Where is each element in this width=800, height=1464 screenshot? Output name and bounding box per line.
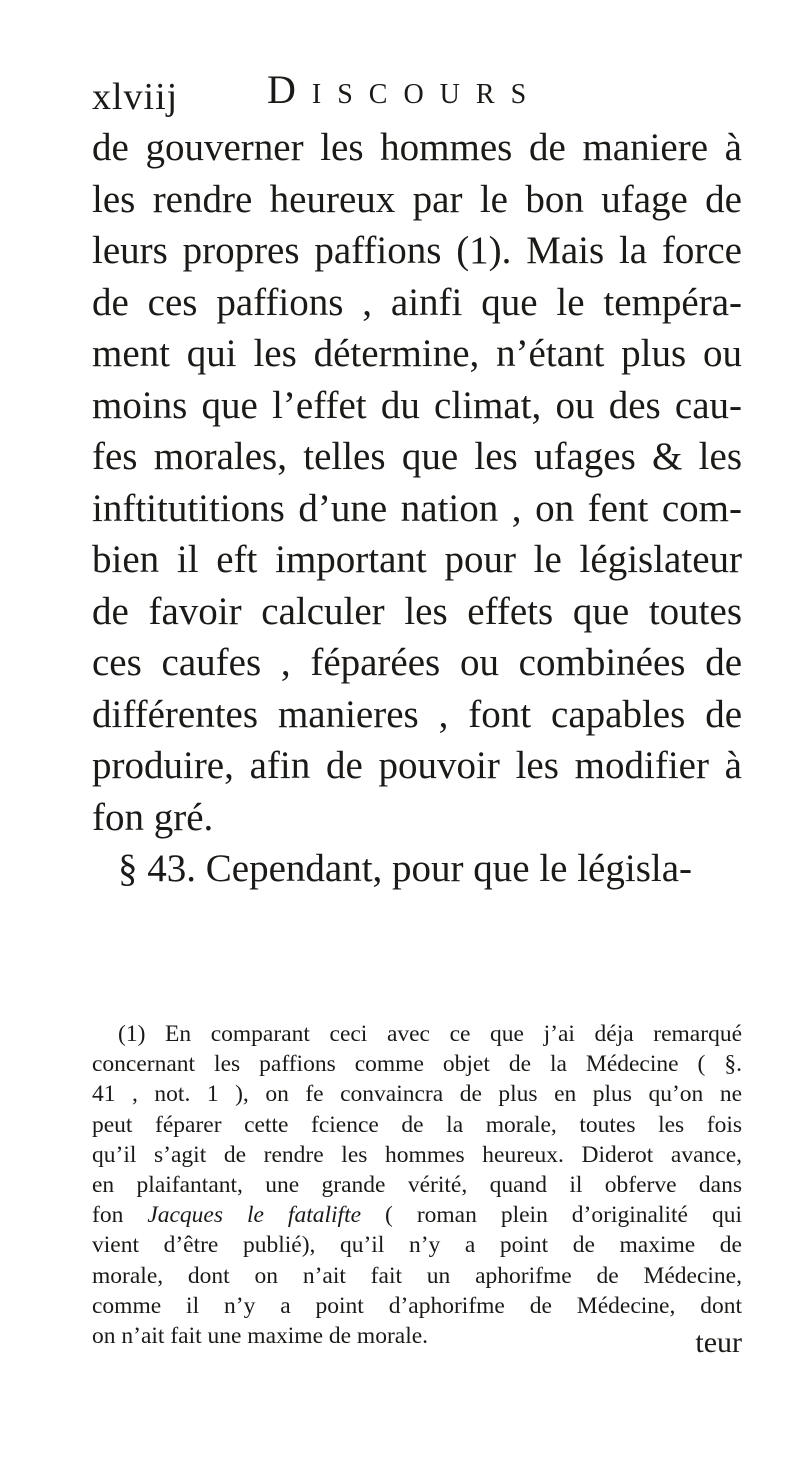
footnote-line: 41 , not. 1 ), on fe convaincra de plus en plus qu’on ne bbox=[92, 1081, 742, 1108]
footnote-line: qu’il s’agit de rendre les hommes heureux. Diderot avance, bbox=[92, 1141, 742, 1168]
text-line: les rendre heureux par le bon ufage de bbox=[92, 177, 742, 221]
text-line: fes morales, telles que les ufages & les bbox=[92, 435, 742, 478]
footnote-line: morale, dont on n’ait fait un aphorifme de Médecine, bbox=[92, 1262, 742, 1289]
text-line: de favoir calculer les effets que toutes bbox=[92, 589, 742, 633]
page-header bbox=[92, 58, 732, 128]
text-line: de ces paffions , ainfi que le tempéra- bbox=[92, 280, 742, 324]
footnote-line: (1) En comparant ceci avec ce que j’ai déja remarqué bbox=[118, 1021, 742, 1047]
text-line: bien il eft important pour le législateur bbox=[92, 538, 742, 581]
footnote-line: on n’ait fait une maxime de morale. bbox=[92, 1322, 429, 1349]
text-line: inftitutitions d’une nation , on fent com- bbox=[92, 486, 742, 530]
footnote-line: en plaifantant, une grande vérité, quand il obferve dans bbox=[92, 1171, 742, 1198]
footnote-text: ( roman plein d’originalité qui bbox=[385, 1202, 742, 1229]
footnote-line: vient d’être publié), qu’il n’y a point de maxime de bbox=[92, 1232, 742, 1259]
section-43-line: § 43. Cependant, pour que le législa- bbox=[118, 847, 693, 890]
running-head: Discours bbox=[267, 67, 543, 112]
catchword: teur bbox=[695, 1326, 742, 1359]
footnote-line: concernant les paffions comme objet de la Médecine ( §. bbox=[92, 1051, 742, 1078]
main-text bbox=[92, 122, 742, 895]
page-number: xlviij bbox=[92, 76, 179, 118]
text-line: produire, afin de pouvoir les modifier à bbox=[92, 744, 742, 787]
text-line: différentes manieres , font capables de bbox=[92, 692, 742, 736]
book-title: Jacques le fatalifte bbox=[147, 1202, 362, 1229]
footnote bbox=[92, 1019, 742, 1351]
footnote-text: fon bbox=[92, 1202, 124, 1229]
text-line: moins que l’effet du climat, ou des cau- bbox=[92, 383, 742, 427]
footnote-line-with-title bbox=[92, 1200, 742, 1230]
text-line: fon gré. bbox=[92, 795, 214, 839]
text-line: ces caufes , féparées ou combinées de bbox=[92, 641, 742, 684]
text-line: ment qui les détermine, n’étant plus ou bbox=[92, 332, 742, 375]
footnote-line: peut féparer cette fcience de la morale, toutes les fois bbox=[92, 1111, 742, 1138]
text-line: de gouverner les hommes de maniere à bbox=[92, 126, 742, 169]
footnote-line: comme il n’y a point d’aphorifme de Médecine, dont bbox=[92, 1292, 742, 1319]
text-line: leurs propres paffions (1). Mais la force bbox=[92, 229, 742, 272]
